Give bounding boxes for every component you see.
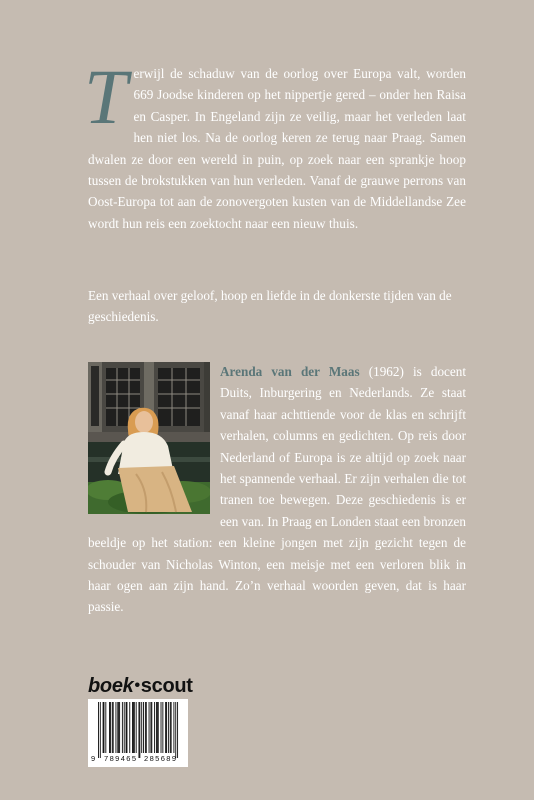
barcode-bar (133, 702, 134, 753)
barcode-digits (88, 754, 188, 766)
barcode-bar (175, 702, 176, 758)
publisher-logo-right: scout (140, 675, 193, 697)
barcode-bar (150, 702, 151, 753)
barcode-bar (136, 702, 137, 753)
barcode-bar (109, 702, 110, 753)
barcode-bar (127, 702, 128, 753)
barcode-bar (151, 702, 152, 753)
barcode-bar (105, 702, 106, 753)
barcode-bar (110, 702, 111, 753)
barcode-bar (126, 702, 127, 753)
barcode-bar (161, 702, 162, 753)
barcode-bar (168, 702, 169, 753)
barcode-bar (170, 702, 171, 753)
barcode-bar (132, 702, 133, 753)
author-name: Arenda van der Maas (220, 364, 360, 379)
barcode-bar (117, 702, 118, 753)
tagline: Een verhaal over geloof, hoop en liefde in de donkerste tijden van de geschiedenis. (88, 288, 452, 325)
barcode-digits-left: 789465 (104, 754, 138, 763)
barcode-bar (145, 702, 146, 753)
barcode-bar (154, 702, 155, 753)
blurb-paragraph (84, 53, 466, 234)
drop-cap: T (84, 53, 128, 140)
blurb-text: erwijl de schaduw van de oorlog over Europa valt, worden 669 Joodse kinderen op het nippertje gered – onder hen Raisa en Casper. In Engeland zijn ze veilig, maar het verleden laat hen niet los. Na de oorlog keren ze terug naar Praag. Samen dwalen ze door een wereld in puin, op zoek naar een sprankje hoop tussen de brokstukken van hun verleden. Vanaf de grauwe perrons van Oost-Europa tot aan de zonovergoten kusten van de Middellandse Zee wordt hun reis een zoektocht naar een nieuw thuis. (88, 66, 466, 231)
barcode-bar (119, 702, 120, 753)
barcode-bar (177, 702, 178, 758)
barcode-bar (103, 702, 104, 753)
barcode-bar (143, 702, 144, 753)
barcode-bar (173, 702, 174, 753)
barcode-bar (139, 702, 140, 758)
publisher-logo-left: boek (88, 675, 134, 697)
isbn-barcode (88, 699, 188, 767)
barcode-bar (134, 702, 135, 753)
barcode-bar (129, 702, 130, 753)
barcode-bar (122, 702, 123, 753)
barcode-bar (166, 702, 167, 753)
barcode-bar (98, 702, 99, 758)
barcode-bar (115, 702, 116, 753)
barcode-bar (146, 702, 147, 753)
barcode-bar (162, 702, 163, 753)
barcode-bar (112, 702, 113, 753)
barcode-digits-right: 285689 (144, 754, 178, 763)
author-bio (88, 361, 466, 618)
barcode-bar (138, 702, 139, 758)
barcode-bar (100, 702, 101, 758)
barcode-bar (158, 702, 159, 753)
author-photo (88, 362, 210, 514)
publisher-logo-dot: • (134, 677, 140, 694)
author-bio-text: (1962) is docent Duits, Inburgering en Nederlands. Ze staat vanaf haar achttiende voor de klas en schrijft verhalen, columns en gedichten. Op reis door Nederland of Europa is ze altijd op zoek naar het spannende verhaal. Er zijn verhalen die tot tranen toe bewegen. Deze geschiedenis is er een van. In Praag en Londen staat een bronzen beeldje op het station: een kleine jongen met zijn gezicht tegen de schouder van Nicholas Winton, een meisje met een verloren blik in haar ogen aan zijn hand. Zo’n verhaal woorden geven, dat is haar passie. (88, 364, 466, 615)
publisher-logo (88, 675, 193, 698)
barcode-bar (156, 702, 157, 753)
barcode-digit-first: 9 (91, 754, 96, 763)
barcode-bar (149, 702, 150, 753)
barcode-bar (118, 702, 119, 753)
barcode-bar (141, 702, 142, 753)
barcode-bar (124, 702, 125, 753)
barcode-bar (104, 702, 105, 753)
barcode-bar (165, 702, 166, 753)
barcode-bar (113, 702, 114, 753)
barcode-bar (171, 702, 172, 753)
barcode-bar (157, 702, 158, 753)
